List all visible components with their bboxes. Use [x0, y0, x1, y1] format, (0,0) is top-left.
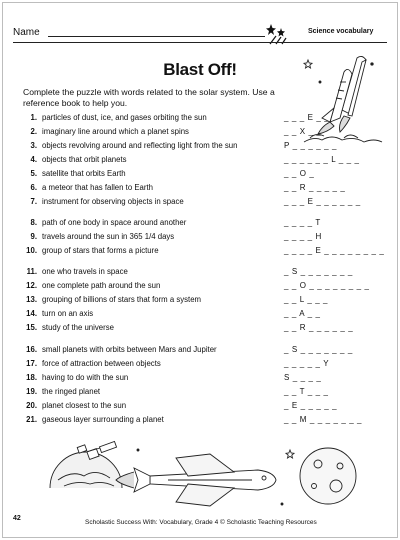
- answer-blanks[interactable]: P _ _ _ _ _ _: [284, 141, 338, 150]
- clue-21: [18, 414, 380, 425]
- clue-text: instrument for observing objects in space: [42, 197, 184, 206]
- copyright-credit: Scholastic Success With: Vocabulary, Grade 4 © Scholastic Teaching Resources: [85, 519, 317, 526]
- clue-16: [18, 344, 380, 355]
- clue-text: one complete path around the sun: [42, 281, 161, 290]
- clue-number: 16.: [26, 345, 37, 354]
- clue-13: [18, 294, 380, 305]
- clue-1: [18, 112, 380, 123]
- clue-20: [18, 400, 380, 411]
- clue-text: planet closest to the sun: [42, 401, 127, 410]
- clue-17: [18, 358, 380, 369]
- answer-blanks[interactable]: _ _ A _ _: [284, 309, 321, 318]
- answer-blanks[interactable]: _ S _ _ _ _ _ _ _: [284, 345, 353, 354]
- answer-blanks[interactable]: _ _ _ _ _ Y: [284, 359, 330, 368]
- space-scene-illustration: [38, 440, 378, 520]
- clue-number: 5.: [30, 169, 37, 178]
- answer-blanks[interactable]: _ _ T _ _ _: [284, 387, 329, 396]
- clue-3: [18, 140, 380, 151]
- page-number: 42: [13, 515, 21, 522]
- clue-number: 19.: [26, 387, 37, 396]
- clue-text: study of the universe: [42, 323, 114, 332]
- clue-number: 9.: [30, 232, 37, 241]
- clue-text: gaseous layer surrounding a planet: [42, 415, 164, 424]
- clue-number: 7.: [30, 197, 37, 206]
- clue-19: [18, 386, 380, 397]
- page-title: Blast Off!: [163, 60, 237, 79]
- clue-number: 12.: [26, 281, 37, 290]
- clue-4: [18, 154, 380, 165]
- answer-blanks[interactable]: _ _ _ _ _ _ L _ _ _: [284, 155, 360, 164]
- answer-blanks[interactable]: _ E _ _ _ _ _: [284, 401, 338, 410]
- answer-blanks[interactable]: _ _ X _ _: [284, 127, 322, 136]
- clue-5: [18, 168, 380, 179]
- name-label: Name: [13, 27, 40, 38]
- clue-text: objects that orbit planets: [42, 155, 127, 164]
- clue-number: 6.: [30, 183, 37, 192]
- clue-text: path of one body in space around another: [42, 218, 187, 227]
- header-rule: [13, 42, 387, 43]
- clue-text: particles of dust, ice, and gases orbiting the sun: [42, 113, 207, 122]
- clue-number: 15.: [26, 323, 37, 332]
- section-tag: Science vocabulary: [308, 28, 374, 35]
- clue-6: [18, 182, 380, 193]
- answer-blanks[interactable]: _ _ _ E _ _: [284, 113, 330, 122]
- name-write-line[interactable]: [48, 36, 265, 37]
- answer-blanks[interactable]: _ _ _ _ H: [284, 232, 322, 241]
- answer-blanks[interactable]: _ _ _ _ T: [284, 218, 321, 227]
- clue-text: having to do with the sun: [42, 373, 129, 382]
- answer-blanks[interactable]: _ _ _ _ E _ _ _ _ _ _ _ _: [284, 246, 385, 255]
- answer-blanks[interactable]: _ S _ _ _ _ _ _ _: [284, 267, 353, 276]
- clue-14: [18, 308, 380, 319]
- answer-blanks[interactable]: S _ _ _ _: [284, 373, 322, 382]
- clue-text: satellite that orbits Earth: [42, 169, 126, 178]
- answer-blanks[interactable]: _ _ L _ _ _: [284, 295, 329, 304]
- clue-text: force of attraction between objects: [42, 359, 161, 368]
- answer-blanks[interactable]: _ _ _ E _ _ _ _ _ _: [284, 197, 361, 206]
- answer-blanks[interactable]: _ _ R _ _ _ _ _ _: [284, 323, 354, 332]
- answer-blanks[interactable]: _ _ O _: [284, 169, 315, 178]
- clue-number: 10.: [26, 246, 37, 255]
- clue-number: 21.: [26, 415, 37, 424]
- clue-number: 11.: [26, 267, 37, 276]
- answer-blanks[interactable]: _ _ R _ _ _ _ _: [284, 183, 346, 192]
- clue-15: [18, 322, 380, 333]
- clue-number: 8.: [30, 218, 37, 227]
- clue-text: turn on an axis: [42, 309, 94, 318]
- clue-number: 14.: [26, 309, 37, 318]
- clue-number: 4.: [30, 155, 37, 164]
- clue-text: grouping of billions of stars that form a system: [42, 295, 202, 304]
- clue-number: 3.: [30, 141, 37, 150]
- clue-text: small planets with orbits between Mars and Jupiter: [42, 345, 217, 354]
- clue-12: [18, 280, 380, 291]
- clue-text: imaginary line around which a planet spins: [42, 127, 189, 136]
- clue-11: [18, 266, 380, 277]
- clue-2: [18, 126, 380, 137]
- clue-7: [18, 196, 380, 207]
- clue-text: objects revolving around and reflecting light from the sun: [42, 141, 238, 150]
- clue-9: [18, 231, 380, 242]
- clue-text: travels around the sun in 365 1/4 days: [42, 232, 175, 241]
- clue-10: [18, 245, 385, 256]
- clue-number: 20.: [26, 401, 37, 410]
- clue-text: group of stars that forms a picture: [42, 246, 159, 255]
- instructions: Complete the puzzle with words related to the solar system. Use a reference book to help you.: [23, 87, 275, 108]
- clue-number: 17.: [26, 359, 37, 368]
- clue-text: one who travels in space: [42, 267, 128, 276]
- clue-text: a meteor that has fallen to Earth: [42, 183, 153, 192]
- clue-text: the ringed planet: [42, 387, 101, 396]
- clue-number: 2.: [30, 127, 37, 136]
- answer-blanks[interactable]: _ _ M _ _ _ _ _ _ _: [284, 415, 363, 424]
- answer-blanks[interactable]: _ _ O _ _ _ _ _ _ _ _: [284, 281, 370, 290]
- clue-number: 13.: [26, 295, 37, 304]
- clue-number: 18.: [26, 373, 37, 382]
- clue-8: [18, 217, 380, 228]
- clue-18: [18, 372, 380, 383]
- clue-number: 1.: [30, 113, 37, 122]
